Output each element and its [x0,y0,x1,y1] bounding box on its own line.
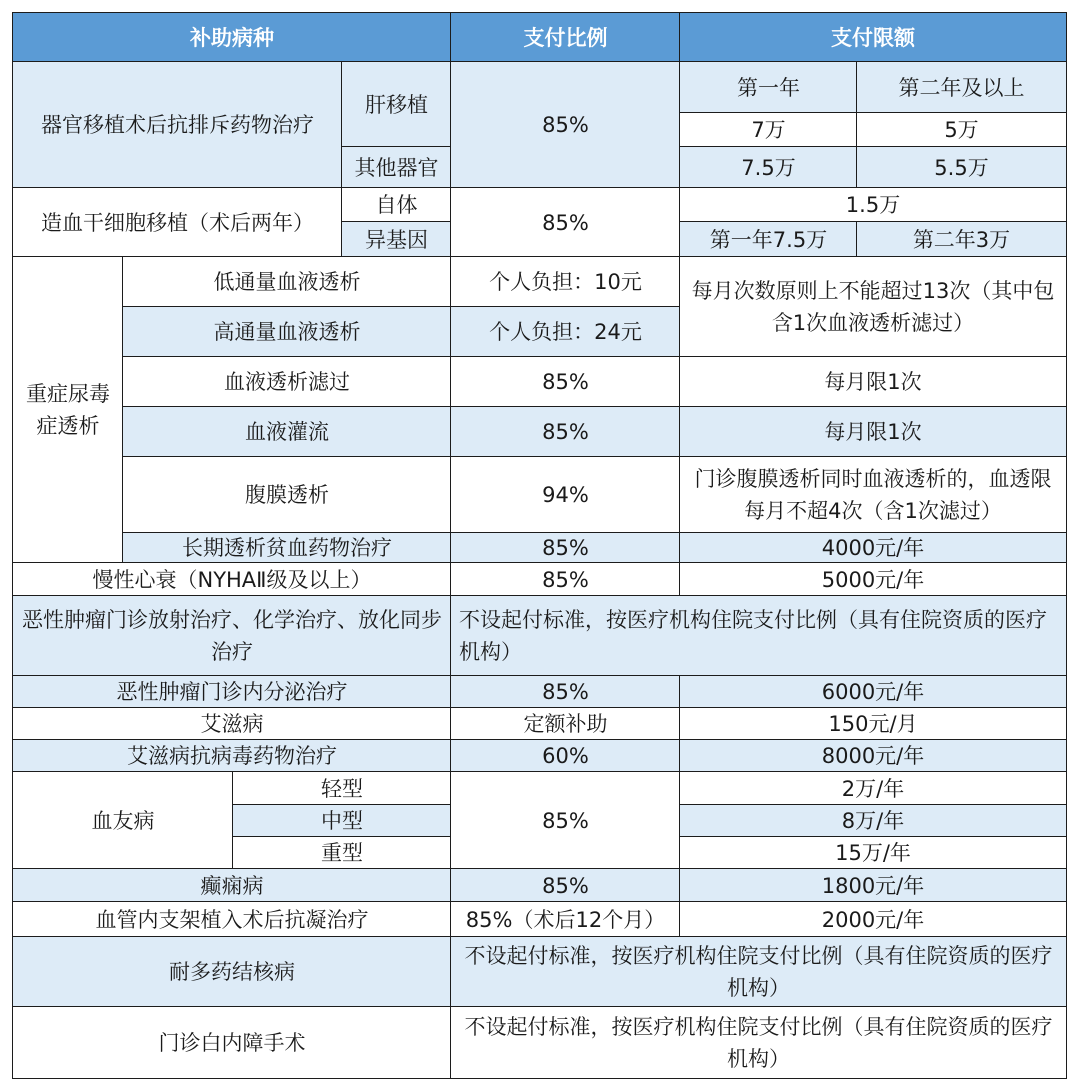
uremia-name [12,256,124,564]
uremia-row-4-limit-text: 门诊腹膜透析同时血液透析的，血透限每月不超4次（含1次滤过） [694,467,1052,523]
hemophilia-type-2 [232,836,452,870]
row-0-limit-text: 5000元/年 [821,567,925,592]
row-1-name-text: 恶性肿瘤门诊放射治疗、化学治疗、放化同步治疗 [22,608,442,664]
hemophilia-name [12,771,234,870]
uremia-row-5-name [122,532,452,564]
row2-0-ratio-text: 85% [542,873,589,898]
uremia-row-3-ratio [450,406,681,458]
row2-0-limit-text: 1800元/年 [821,873,925,898]
uremia-row-2-name-text: 血液透析滤过 [224,370,350,394]
row2-0-ratio [450,868,681,903]
uremia-row-1-ratio-text: 个人负担：24元 [489,320,642,344]
row-3-name [12,707,452,741]
organ-other-y2-text: 5.5万 [934,155,989,180]
header-limit-label: 支付限额 [831,25,915,50]
uremia-row-4-limit [679,456,1067,534]
organ-liver-y2-text: 5万 [944,118,979,142]
stem-ratio [450,187,681,258]
stem-name-text: 造血干细胞移植（术后两年） [41,210,314,235]
row-3-limit-text: 150元/月 [828,712,918,736]
stem-allo-y2 [856,221,1067,258]
hemophilia-limit-0-text: 2万/年 [841,776,905,801]
row-1-name [12,595,452,677]
row-3-ratio [450,707,681,741]
row-3-limit [679,707,1067,741]
organ-year2-label [856,61,1067,114]
hemophilia-name-text: 血友病 [91,808,155,833]
row-0-limit [679,562,1067,597]
row-0-name [12,562,452,597]
stem-name [12,187,343,258]
header-limit [679,12,1067,63]
row-0-ratio-text: 85% [542,567,589,592]
row2-0-name [12,868,452,903]
uremia-row-3-limit-text: 每月限1次 [824,420,922,444]
row2-1-limit-text: 2000元/年 [821,907,925,932]
row2-2-name [12,936,452,1008]
row-3-name-text: 艾滋病 [200,712,264,736]
row-4-ratio-text: 60% [542,744,589,768]
hemophilia-ratio-text: 85% [542,808,589,833]
uremia-dialysis-limit-text: 每月次数原则上不能超过13次（其中包含1次血液透析滤过） [691,279,1055,335]
row-0-name-text: 慢性心衰（NYHAⅡ级及以上） [92,567,372,592]
row2-1-ratio [450,901,681,938]
row2-2-merged-text: 不设起付标准，按医疗机构住院支付比例（具有住院资质的医疗机构） [464,944,1053,1000]
hemophilia-type-2-text: 重型 [321,841,363,865]
uremia-row-4-ratio-text: 94% [542,483,589,507]
uremia-row-4-name-text: 腹膜透析 [245,483,329,507]
row-4-limit [679,739,1067,773]
uremia-row-2-limit [679,356,1067,408]
stem-sub-allo-text: 异基因 [365,227,428,252]
organ-sub-liver [341,61,452,148]
organ-year2-text: 第二年及以上 [898,75,1025,100]
header-disease [12,12,452,63]
organ-year1-label [679,61,858,114]
row2-1-limit [679,901,1067,938]
organ-other-y2 [856,146,1067,189]
organ-ratio-text: 85% [542,113,589,137]
row-2-name-text: 恶性肿瘤门诊内分泌治疗 [116,680,348,704]
stem-allo-y1-text: 第一年7.5万 [709,227,828,252]
organ-liver-y1-text: 7万 [751,118,786,142]
organ-name [12,61,343,189]
uremia-row-3-ratio-text: 85% [542,420,589,444]
row2-2-merged [450,936,1067,1008]
uremia-row-0-ratio [450,256,681,308]
row-1-merged-text: 不设起付标准，按医疗机构住院支付比例（具有住院资质的医疗机构） [459,608,1047,664]
row-2-name [12,675,452,709]
uremia-row-5-ratio [450,532,681,564]
uremia-row-2-limit-text: 每月限1次 [824,370,922,394]
row-2-ratio-text: 85% [542,680,589,704]
uremia-row-5-limit [679,532,1067,564]
row2-3-merged [450,1006,1067,1079]
uremia-dialysis-limit [679,256,1067,358]
organ-sub-liver-text: 肝移植 [365,92,428,117]
stem-sub-allo [341,221,452,258]
uremia-name-text: 重症尿毒症透析 [26,382,110,438]
row2-1-name [12,901,452,938]
row-2-limit-text: 6000元/年 [821,680,925,704]
organ-liver-y2 [856,112,1067,148]
row2-1-name-text: 血管内支架植入术后抗凝治疗 [95,907,369,932]
hemophilia-limit-1 [679,804,1067,838]
organ-other-y1-text: 7.5万 [741,155,796,180]
row-2-limit [679,675,1067,709]
hemophilia-limit-2 [679,836,1067,870]
hemophilia-ratio [450,771,681,870]
row2-0-limit [679,868,1067,903]
uremia-row-3-name-text: 血液灌流 [245,420,329,444]
uremia-row-4-ratio [450,456,681,534]
row-4-ratio [450,739,681,773]
hemophilia-type-0 [232,771,452,806]
organ-sub-other-text: 其他器官 [354,155,439,180]
row-4-name-text: 艾滋病抗病毒药物治疗 [127,744,337,768]
uremia-row-2-ratio [450,356,681,408]
hemophilia-type-0-text: 轻型 [321,776,363,801]
stem-ratio-text: 85% [542,210,589,235]
organ-ratio [450,61,681,189]
hemophilia-limit-2-text: 15万/年 [835,841,911,865]
row-4-name [12,739,452,773]
hemophilia-type-1-text: 中型 [321,809,363,833]
row-3-ratio-text: 定额补助 [523,712,608,736]
stem-auto-limit-text: 1.5万 [845,193,901,217]
uremia-row-2-name [122,356,452,408]
stem-allo-y1 [679,221,858,258]
hemophilia-limit-1-text: 8万/年 [841,809,905,833]
row2-0-name-text: 癫痫病 [200,873,264,898]
hemophilia-type-1 [232,804,452,838]
stem-allo-y2-text: 第二年3万 [912,227,1011,252]
uremia-row-0-name [122,256,452,308]
row2-3-merged-text: 不设起付标准，按医疗机构住院支付比例（具有住院资质的医疗机构） [464,1014,1053,1071]
row-2-ratio [450,675,681,709]
organ-name-text: 器官移植术后抗排斥药物治疗 [41,113,314,137]
stem-sub-auto-text: 自体 [375,193,418,217]
header-ratio-label: 支付比例 [523,25,608,50]
stem-sub-auto [341,187,452,223]
uremia-row-3-name [122,406,452,458]
row2-2-name-text: 耐多药结核病 [169,960,295,984]
uremia-row-0-name-text: 低通量血液透析 [213,270,361,294]
uremia-row-3-limit [679,406,1067,458]
row2-1-ratio-text: 85%（术后12个月） [465,907,666,932]
row-4-limit-text: 8000元/年 [821,744,925,768]
uremia-row-5-limit-text: 4000元/年 [821,536,925,560]
header-disease-label: 补助病种 [190,25,274,50]
row-1-merged [450,595,1067,677]
organ-other-y1 [679,146,858,189]
organ-year1-text: 第一年 [737,75,800,100]
uremia-row-1-ratio [450,306,681,358]
stem-auto-limit [679,187,1067,223]
uremia-row-5-name-text: 长期透析贫血药物治疗 [182,536,392,560]
row2-3-name-text: 门诊白内障手术 [158,1030,306,1055]
uremia-row-4-name [122,456,452,534]
hemophilia-limit-0 [679,771,1067,806]
row2-3-name [12,1006,452,1079]
uremia-row-2-ratio-text: 85% [542,370,589,394]
uremia-row-1-name [122,306,452,358]
row-0-ratio [450,562,681,597]
uremia-row-0-ratio-text: 个人负担：10元 [489,270,642,294]
organ-liver-y1 [679,112,858,148]
organ-sub-other [341,146,452,189]
uremia-row-1-name-text: 高通量血液透析 [213,320,361,344]
uremia-row-5-ratio-text: 85% [542,536,589,560]
header-ratio [450,12,681,63]
